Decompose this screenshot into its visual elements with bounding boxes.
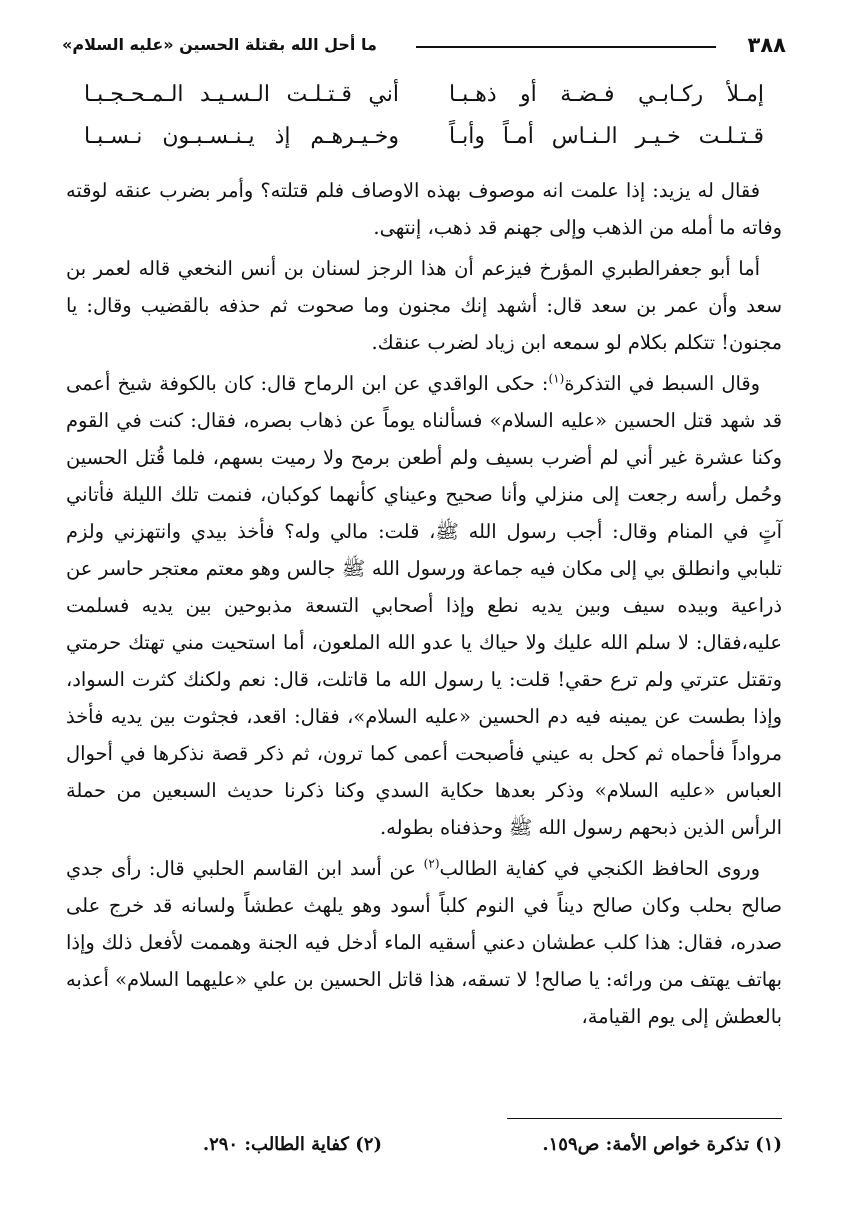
- hemistich-second: أني قـتـلـت الـسـيـد الـمـحـجـبـا: [84, 82, 399, 107]
- hemistich-first: إمـلأ ركـابـي فـضـة أو ذهـبـا: [449, 82, 764, 107]
- paragraph: فقال له يزيد: إذا علمت انه موصوف بهذه الاوصاف فلم قتلته؟ وأمر بضرب عنقه لوقته وفاته ما أمله من الذهب وإلى جهنم قد ذهب، إنتهى.: [66, 179, 782, 239]
- paragraph-text: : حكى الواقدي عن ابن الرماح قال: كان بالكوفة شيخ أعمى قد شهد قتل الحسين «عليه السلام» فسألناه يوماً عن ذهاب بصره، فقال: كنت في القوم وكنا عشرة غير أني لم أضرب بسيف ولم أطعن برمح ولا رميت بسهم، فلما قُتل الحسين وحُمل رأسه رجعت إلى منزلي وأنا صحيح وعيناي كأنهما كوكبان، فنمت تلك الليلة فأتاني آتٍ في المنام وقال: أجب رسول الله ﷺ، قلت: مالي وله؟ فأخذ بيدي وانتهزني ولزم تلبابي وانطلق بي إلى مكان فيه جماعة ورسول الله ﷺ جالس وهو معتم معتجر حاسر عن ذراعية وبيده سيف وبين يديه نطع وإذا أصحابي التسعة مذبوحين بين يديه فسلمت عليه،فقال: لا سلم الله عليك ولا حياك يا عدو الله الملعون، أما استحيت مني تهتك حرمتي وتقتل عترتي ولم ترع حقي! قلت: يا رسول الله ما قاتلت، قال: نعم ولكنك كثرت السواد، وإذا بطست عن يمينه فيه دم الحسين «عليه السلام»، فقال: اقعد، فجثوت بين يديه فأخذ مرواداً فأحماه ثم كحل به عيني فأصبحت أعمى كما ترون، ثم ذكر قصة نذكرها في أحوال العباس «عليه السلام» وذكر بعدها حكاية السدي وكنا ذكرنا حديث السبعين من حملة الرأس الذين ذبحهم رسول الله ﷺ وحذفناه بطوله.: [66, 372, 782, 839]
- paragraph: [66, 365, 782, 846]
- page-number: ٣٨٨: [747, 33, 786, 57]
- footnote-ref: (١): [548, 371, 565, 386]
- paragraph-text: وقال السبط في التذكرة: [564, 372, 760, 395]
- body-text: [66, 172, 782, 1035]
- page-header: [62, 33, 786, 63]
- paragraph: أما أبو جعفرالطبري المؤرخ فيزعم أن هذا الرجز لسنان بن أنس النخعي قاله لعمر بن سعد وأن عمر بن سعد قال: أشهد إنك مجنون وما صحوت ثم حذفه بالقضيب وقال: يا مجنون! تتكلم بكلام لو سمعه ابن زياد لضرب عنقك.: [66, 257, 782, 354]
- footnote-ref: (٢): [423, 856, 440, 871]
- header-rule: [416, 46, 716, 48]
- paragraph-text: وروى الحافظ الكنجي في كفاية الطالب: [439, 857, 760, 880]
- footnote-rule: [507, 1118, 782, 1119]
- poem: [84, 82, 764, 166]
- footnote-1: (١) تذكرة خواص الأمة: ص١٥٩.: [542, 1134, 782, 1155]
- running-title: ما أحل الله بقتلة الحسين «عليه السلام»: [62, 35, 377, 54]
- paragraph-text: عن أسد ابن القاسم الحلبي قال: رأى جدي صالح بحلب وكان صالح ديناً في النوم كلباً أسود وهو يلهث عطشاً ولسانه قد خرج على صدره، فقال: هذا كلب عطشان دعني أسقيه الماء أدخل فيه الجنة وهممت لأفعل ذلك وإذا بهاتف يهتف من ورائه: يا صالح! لا تسقه، هذا قاتل الحسين بن علي «عليهما السلام» أعذبه بالعطش إلى يوم القيامة،: [66, 857, 782, 1028]
- poem-verse: [84, 82, 764, 124]
- hemistich-second: وخـيـرهـم إذ يـنـسـبـون نـسـبـا: [84, 124, 399, 149]
- footnote-2: (٢) كفاية الطالب: ٢٩٠.: [202, 1134, 382, 1155]
- hemistich-first: قـتـلـت خـيـر الـنـاس أمـاً وأبـاً: [449, 124, 764, 149]
- poem-verse: [84, 124, 764, 166]
- paragraph: [66, 850, 782, 1035]
- footnotes: [66, 1134, 782, 1164]
